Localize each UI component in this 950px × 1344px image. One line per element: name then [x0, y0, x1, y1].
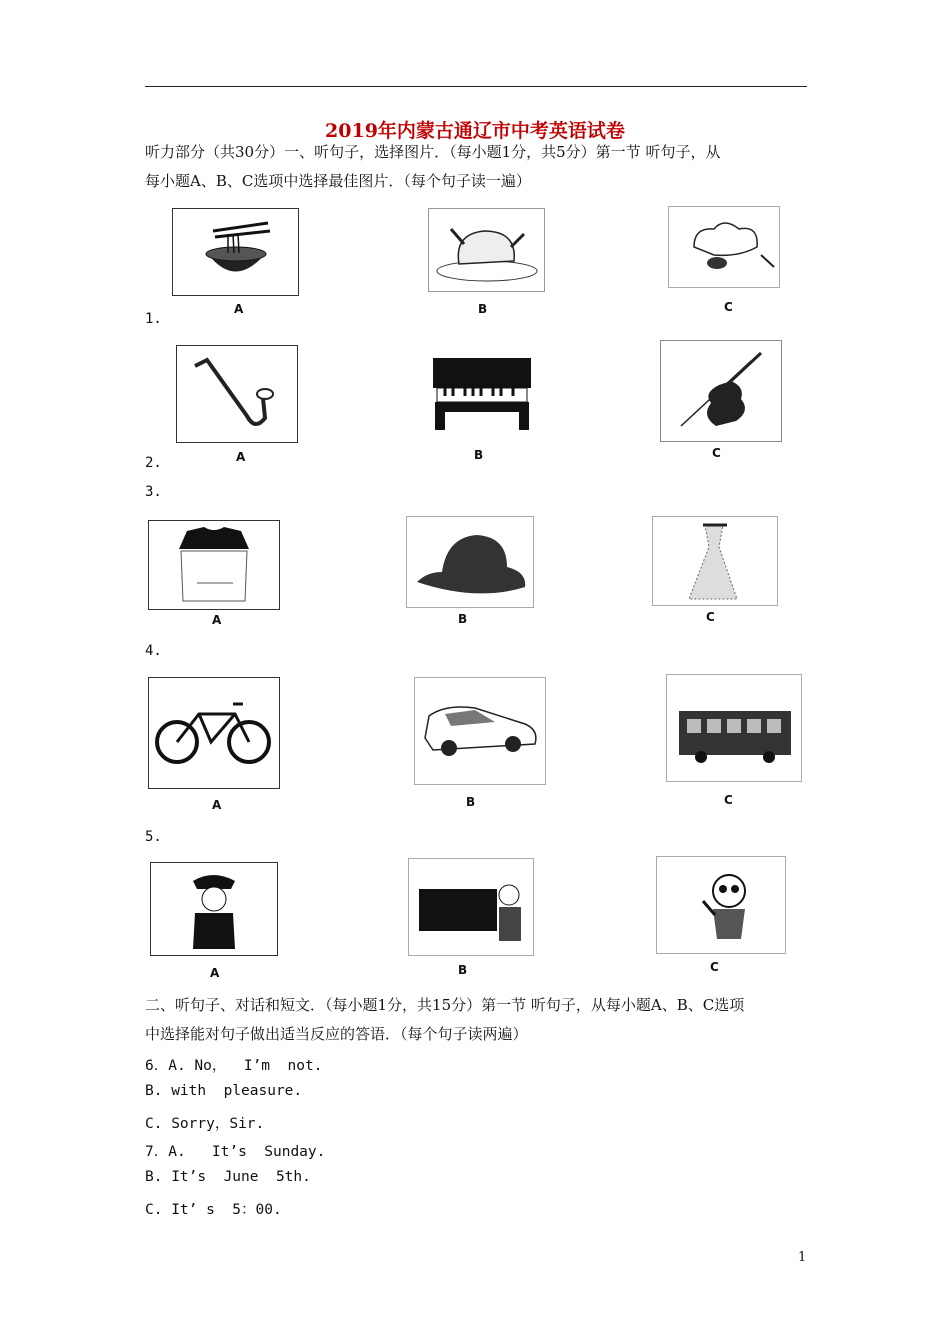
question-number: 1.: [145, 311, 162, 327]
page-number: 1: [798, 1250, 807, 1265]
option-letter: B: [458, 963, 468, 977]
option-picture: [172, 208, 299, 296]
option-letter: B: [466, 795, 476, 809]
option-picture: [428, 208, 545, 292]
option-picture: [176, 345, 298, 443]
option-picture: [150, 862, 278, 956]
bus-icon: [667, 675, 801, 781]
option-picture: [656, 856, 786, 954]
hat-icon: [407, 517, 533, 607]
question-number: 4.: [145, 643, 162, 659]
dumplings-icon: [669, 207, 779, 287]
roast-chicken-icon: [429, 209, 544, 291]
answer-line: 6．A. No， I’m not.: [145, 1058, 323, 1074]
car-icon: [415, 678, 545, 784]
header-rule: [145, 86, 807, 87]
option-picture: [406, 516, 534, 608]
question-number: 5.: [145, 829, 162, 845]
policeman-icon: [151, 863, 277, 955]
saxophone-icon: [177, 346, 297, 442]
answer-line: B. It’s June 5th.: [145, 1169, 311, 1185]
option-letter: B: [474, 448, 484, 462]
answer-line: C. Sorry，Sir.: [145, 1116, 265, 1132]
option-picture: [408, 858, 534, 956]
option-letter: A: [234, 302, 244, 316]
answer-line: C. It’ s 5：00.: [145, 1202, 282, 1218]
option-letter: A: [212, 798, 222, 812]
option-letter: C: [710, 960, 719, 974]
option-letter: B: [458, 612, 468, 626]
bicycle-icon: [149, 678, 279, 788]
answer-line: B. with pleasure.: [145, 1083, 303, 1099]
option-picture: [420, 345, 544, 439]
noodles-bowl-icon: [173, 209, 298, 295]
violin-icon: [661, 341, 781, 441]
option-picture: [148, 677, 280, 789]
dress-icon: [653, 517, 777, 605]
page-title: 2019年内蒙古通辽市中考英语试卷: [325, 120, 625, 142]
answer-line: 7．A. It’s Sunday.: [145, 1144, 326, 1160]
option-picture: [652, 516, 778, 606]
option-picture: [148, 520, 280, 610]
option-letter: C: [706, 610, 715, 624]
option-letter: B: [478, 302, 488, 316]
piano-icon: [421, 346, 543, 438]
option-letter: A: [236, 450, 246, 464]
option-letter: C: [712, 446, 721, 460]
tshirt-icon: [149, 521, 279, 609]
doctor-icon: [657, 857, 785, 953]
section2-line-2: 中选择能对句子做出适当反应的答语．（每个句子读两遍）: [145, 1025, 528, 1043]
option-picture: [666, 674, 802, 782]
option-letter: C: [724, 793, 733, 807]
intro-line-2: 每小题A、B、C选项中选择最佳图片．（每个句子读一遍）: [145, 172, 531, 190]
section2-line-1: 二、听句子、对话和短文．（每小题1分，共15分）第一节 听句子，从每小题A、B、C选项: [145, 996, 745, 1014]
intro-line-1: 听力部分（共30分）一、听句子，选择图片．（每小题1分，共5分）第一节 听句子，从: [145, 143, 721, 161]
option-picture: [668, 206, 780, 288]
option-picture: [414, 677, 546, 785]
option-letter: A: [210, 966, 220, 980]
question-number: 2.: [145, 455, 162, 471]
question-number: 3.: [145, 484, 162, 500]
option-letter: A: [212, 613, 222, 627]
option-picture: [660, 340, 782, 442]
teacher-blackboard-icon: [409, 859, 533, 955]
option-letter: C: [724, 300, 733, 314]
